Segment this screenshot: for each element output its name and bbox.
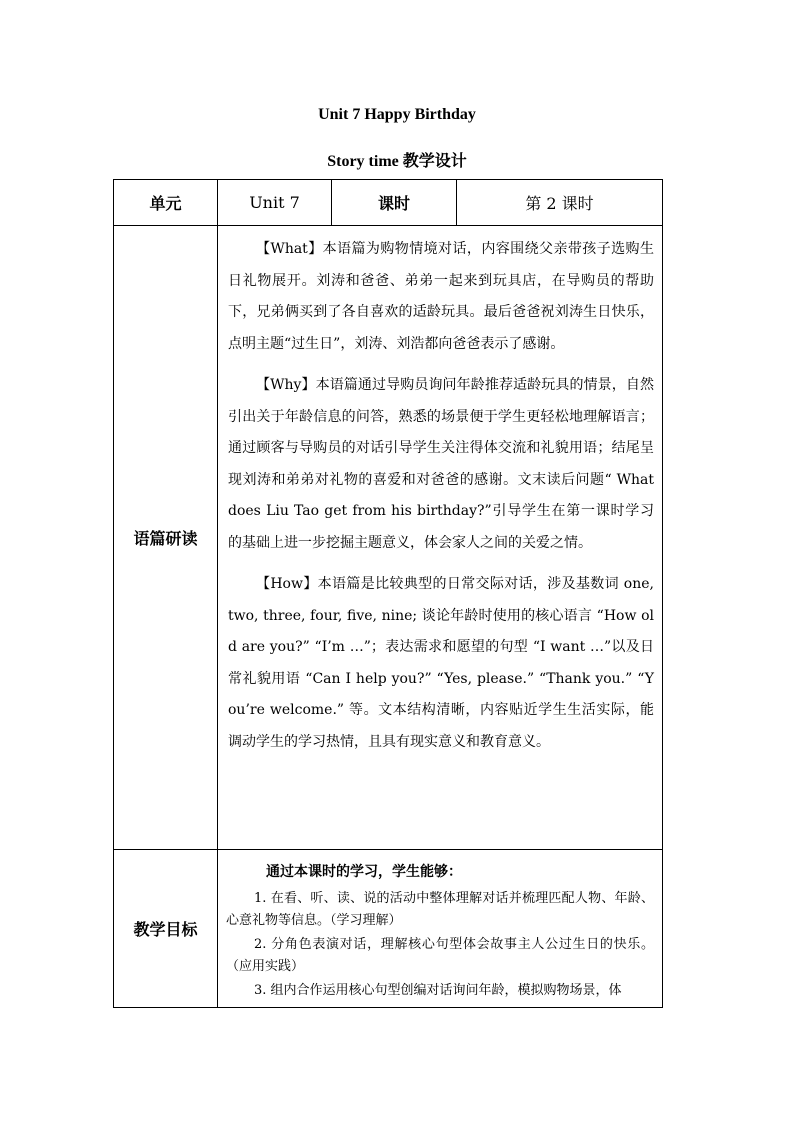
document-title: Unit 7 Happy Birthday bbox=[318, 106, 476, 123]
analysis-content bbox=[218, 226, 663, 850]
unit-label: 单元 bbox=[114, 180, 218, 226]
analysis-paragraph-how: 【How】本语篇是比较典型的日常交际对话，涉及基数词 one, two, three, four, five, nine; 谈论年龄时使用的核心语言 “How old are you?” “I’m …”；表达需求和愿望的句型 “I want …”以及日常礼貌用语 “Can I help you?” “Yes, please.” “Thank you.” “You’re welcome.” 等。文本结构清晰，内容贴近学生生活实际，能调动学生的学习热情，且具有现实意义和教育意义。 bbox=[228, 576, 654, 750]
objective-item-2: 2. 分角色表演对话，理解核心句型体会故事主人公过生日的快乐。（应用实践） bbox=[226, 937, 654, 974]
document-subtitle: Story time 教学设计 bbox=[327, 153, 467, 170]
objectives-row bbox=[114, 850, 663, 1008]
unit-value: Unit 7 bbox=[218, 180, 332, 226]
objectives-intro: 通过本课时的学习，学生能够： bbox=[266, 864, 462, 880]
lesson-plan-table bbox=[113, 179, 663, 1008]
objectives-label: 教学目标 bbox=[114, 850, 218, 1008]
header-row bbox=[114, 180, 663, 226]
period-label: 课时 bbox=[332, 180, 457, 226]
objectives-content bbox=[218, 850, 663, 1008]
analysis-paragraph-why: 【Why】本语篇通过导购员询问年龄推荐适龄玩具的情景，自然引出关于年龄信息的问答，熟悉的场景便于学生更轻松地理解语言；通过顾客与导购员的对话引导学生关注得体交流和礼貌用语；结尾呈现刘涛和弟弟对礼物的喜爱和对爸爸的感谢。文末读后问题“ What does Liu Tao get from his birthday?”引导学生在第一课时学习的基础上进一步挖掘主题意义，体会家人之间的关爱之情。 bbox=[228, 377, 654, 551]
objective-item-1: 1. 在看、听、读、说的活动中整体理解对话并梳理匹配人物、年龄、心意礼物等信息。（学习理解） bbox=[226, 891, 654, 928]
period-value: 第 2 课时 bbox=[457, 180, 663, 226]
analysis-label: 语篇研读 bbox=[114, 226, 218, 850]
analysis-row bbox=[114, 226, 663, 850]
objective-item-3: 3. 组内合作运用核心句型创编对话询问年龄，模拟购物场景，体 bbox=[254, 983, 622, 998]
analysis-paragraph-what: 【What】本语篇为购物情境对话，内容围绕父亲带孩子选购生日礼物展开。刘涛和爸爸、弟弟一起来到玩具店，在导购员的帮助下，兄弟俩买到了各自喜欢的适龄玩具。最后爸爸祝刘涛生日快乐，点明主题“过生日”，刘涛、刘浩都向爸爸表示了感谢。 bbox=[228, 241, 654, 352]
